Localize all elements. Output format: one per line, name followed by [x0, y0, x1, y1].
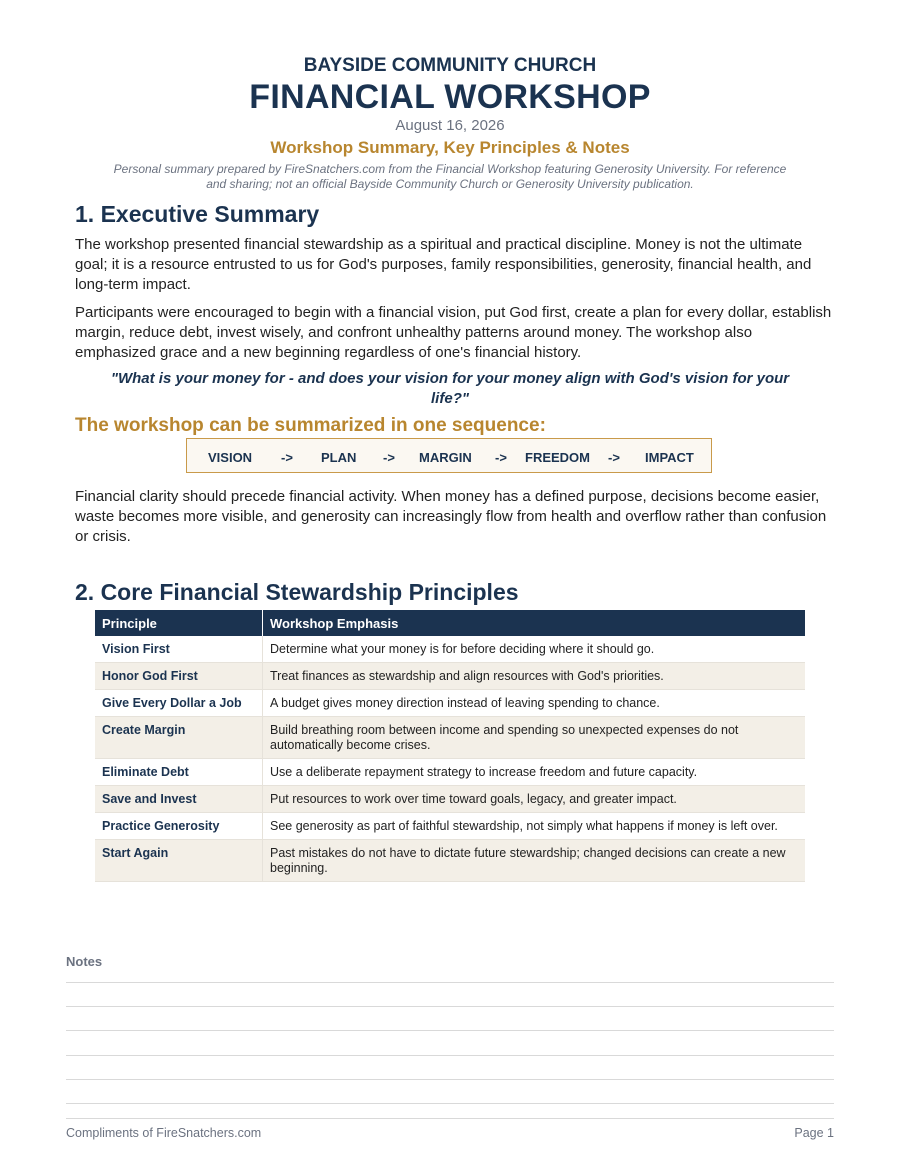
principle-name: Practice Generosity — [95, 813, 263, 840]
section-heading-executive-summary: 1. Executive Summary — [75, 201, 320, 227]
sequence-step-plan: PLAN — [321, 450, 357, 465]
disclaimer-text: Personal summary prepared by FireSnatchers.com from the Financial Workshop featuring Generosity University. For reference and sharing; not an official Bayside Community Church or Generosity University publication. — [113, 162, 787, 191]
notes-label: Notes — [66, 954, 103, 969]
notes-line — [66, 1006, 834, 1007]
sequence-arrow: -> — [281, 450, 293, 465]
principles-table — [95, 610, 805, 882]
notes-line — [66, 1030, 834, 1031]
summary-paragraph-2: Participants were encouraged to begin with a financial vision, put God first, create a plan for every dollar, establish margin, reduce debt, invest wisely, and confront unhealthy patterns around money. The workshop also emphasized grace and a new beginning regardless of one's financial history. — [75, 304, 832, 361]
principle-name: Eliminate Debt — [95, 759, 263, 786]
principle-emphasis: Past mistakes do not have to dictate future stewardship; changed decisions can create a new beginning. — [263, 840, 806, 882]
table-row — [95, 840, 805, 882]
church-name: BAYSIDE COMMUNITY CHURCH — [303, 55, 597, 76]
table-header-row — [95, 610, 805, 636]
principle-name: Save and Invest — [95, 786, 263, 813]
page-subtitle: Workshop Summary, Key Principles & Notes — [270, 138, 630, 157]
principle-name: Honor God First — [95, 663, 263, 690]
table-row — [95, 786, 805, 813]
key-question-quote: "What is your money for - and does your vision for your money align with God's vision for your life?" — [110, 370, 790, 407]
sequence-arrow: -> — [495, 450, 507, 465]
table-row — [95, 717, 805, 759]
summary-paragraph-3: Financial clarity should precede financial activity. When money has a defined purpose, decisions become easier, waste becomes more visible, and generosity can increasingly flow from health and overflow rather than confusion or crisis. — [75, 488, 827, 545]
notes-line — [66, 982, 834, 983]
sequence-heading: The workshop can be summarized in one sequence: — [75, 415, 546, 436]
sequence-step-margin: MARGIN — [419, 450, 472, 465]
footer-credit: Compliments of FireSnatchers.com — [66, 1126, 262, 1140]
principle-emphasis: Treat finances as stewardship and align resources with God's priorities. — [263, 663, 806, 690]
table-row — [95, 690, 805, 717]
principle-name: Vision First — [95, 636, 263, 663]
sequence-arrow: -> — [608, 450, 620, 465]
column-header-emphasis: Workshop Emphasis — [263, 610, 806, 636]
principle-emphasis: Use a deliberate repayment strategy to increase freedom and future capacity. — [263, 759, 806, 786]
section-heading-principles: 2. Core Financial Stewardship Principles — [75, 579, 519, 605]
sequence-arrow: -> — [383, 450, 395, 465]
principle-name: Start Again — [95, 840, 263, 882]
principle-name: Give Every Dollar a Job — [95, 690, 263, 717]
page-title: FINANCIAL WORKSHOP — [249, 78, 651, 116]
summary-paragraph-1: The workshop presented financial stewardship as a spiritual and practical discipline. Money is not the ultimate goal; it is a resource entrusted to us for God's purposes, family responsibilities, generosity, financial health, and long-term impact. — [75, 236, 812, 293]
notes-line — [66, 1055, 834, 1056]
principle-emphasis: A budget gives money direction instead of leaving spending to chance. — [263, 690, 806, 717]
notes-line — [66, 1103, 834, 1104]
principle-emphasis: Build breathing room between income and spending so unexpected expenses do not automatically become crises. — [263, 717, 806, 759]
page-number: Page 1 — [794, 1126, 834, 1140]
notes-line — [66, 1079, 834, 1080]
table-row — [95, 663, 805, 690]
sequence-step-vision: VISION — [208, 450, 253, 465]
table-row — [95, 813, 805, 840]
table-row — [95, 759, 805, 786]
sequence-step-impact: IMPACT — [645, 450, 694, 465]
sequence-box — [186, 438, 712, 473]
table-row — [95, 636, 805, 663]
column-header-principle: Principle — [95, 610, 263, 636]
workshop-date: August 16, 2026 — [395, 117, 505, 134]
sequence-step-freedom: FREEDOM — [525, 450, 590, 465]
principle-emphasis: Put resources to work over time toward goals, legacy, and greater impact. — [263, 786, 806, 813]
principle-emphasis: See generosity as part of faithful stewardship, not simply what happens if money is left over. — [263, 813, 806, 840]
principle-name: Create Margin — [95, 717, 263, 759]
notes-line — [66, 1118, 834, 1119]
principle-emphasis: Determine what your money is for before deciding where it should go. — [263, 636, 806, 663]
